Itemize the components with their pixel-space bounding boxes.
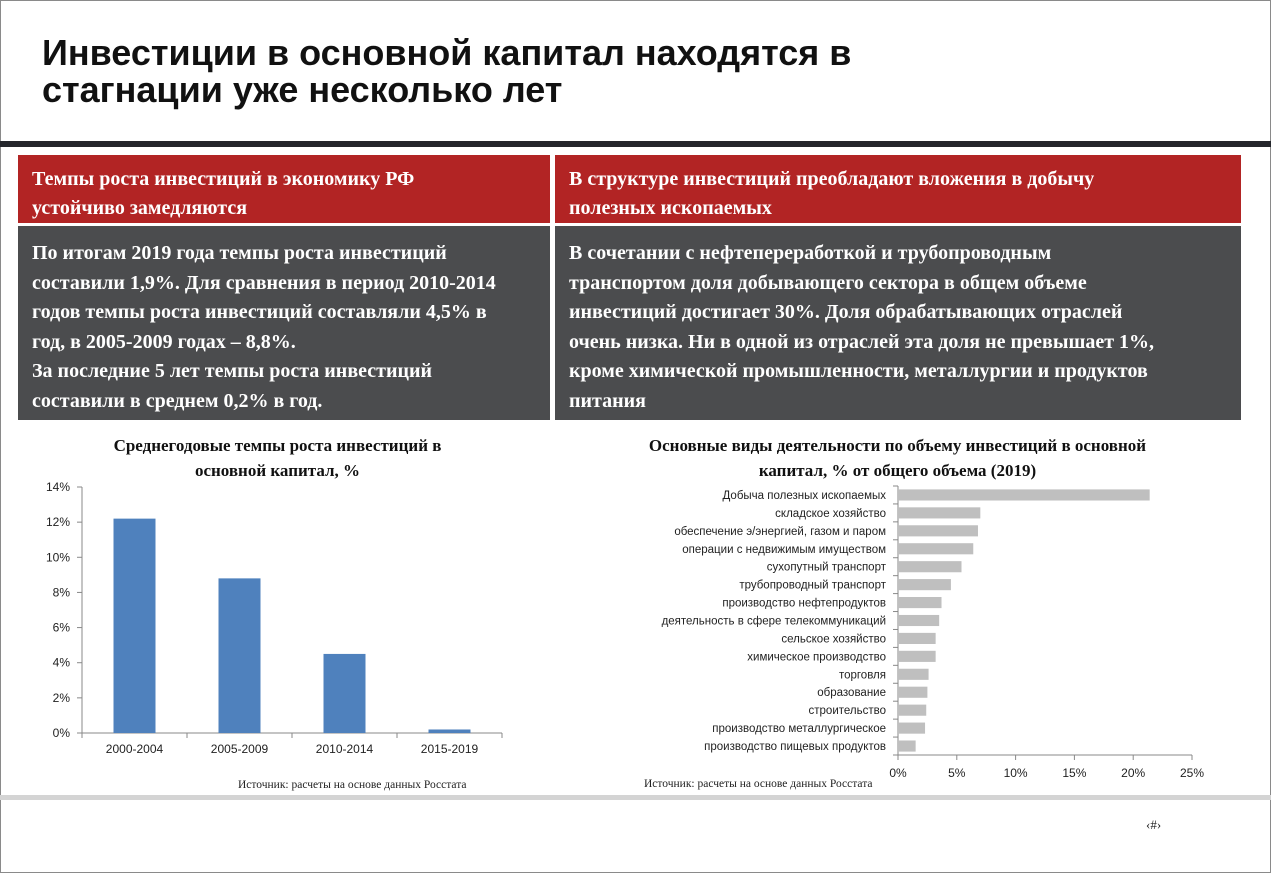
right-body-line: В сочетании с нефтепереработкой и трубопроводным (569, 242, 1052, 264)
category-label: производство нефтепродуктов (722, 597, 886, 610)
right-header-line-2: полезных ископаемых (569, 197, 772, 219)
y-tick-label: 8% (52, 585, 70, 600)
bar (898, 669, 929, 680)
right-body-line: транспортом доля добывающего сектора в общем объеме (569, 271, 1087, 294)
left-body-line: составили в среднем 0,2% в год. (32, 389, 323, 412)
bar (898, 489, 1150, 500)
category-label: образование (817, 687, 886, 700)
y-tick-label: 10% (45, 550, 70, 565)
left-body-line: За последние 5 лет темпы роста инвестиций (32, 360, 433, 382)
sectors-bar-chart (600, 480, 1240, 785)
x-tick-label: 0% (889, 766, 907, 780)
right-body-line: питания (569, 389, 646, 412)
left-panel-header (18, 155, 550, 223)
x-tick-label: 2000-2004 (105, 742, 164, 756)
category-label: трубопроводный транспорт (739, 579, 886, 592)
right-body-line: инвестиций достигает 30%. Доля обрабатывающих отраслей (569, 301, 1123, 323)
sectors-chart-title-line-2: капитал, % от общего объема (2019) (758, 461, 1037, 480)
y-tick-label: 4% (52, 655, 70, 670)
y-tick-label: 12% (45, 515, 70, 530)
left-header-line-2: устойчиво замедляются (32, 197, 248, 219)
growth-chart-title-line-1: Среднегодовые темпы роста инвестиций в (113, 436, 442, 455)
bar (898, 651, 936, 662)
x-tick-label: 20% (1121, 766, 1146, 780)
x-tick-label: 2005-2009 (210, 742, 269, 756)
bar (898, 507, 980, 518)
page-number: ‹#› (1146, 817, 1162, 832)
right-panel-header (555, 155, 1241, 223)
left-panel-body (18, 226, 550, 420)
right-body-line: кроме химической промышленности, металлургии и продуктов (569, 360, 1148, 382)
bar (898, 525, 978, 536)
bar (898, 561, 962, 572)
category-label: химическое производство (747, 651, 886, 664)
category-label: складское хозяйство (775, 507, 886, 520)
category-label: деятельность в сфере телекоммуникаций (661, 615, 886, 628)
category-label: операции с недвижимым имуществом (682, 543, 886, 556)
category-label: производство металлургическое (712, 723, 886, 736)
x-tick-label: 10% (1003, 766, 1028, 780)
y-tick-label: 14% (45, 480, 70, 494)
right-header-line-1: В структуре инвестиций преобладают вложения в добычу (569, 168, 1095, 190)
growth-chart-title-line-2: основной капитал, % (194, 461, 361, 480)
category-label: торговля (838, 669, 886, 682)
x-tick-label: 5% (948, 766, 966, 780)
bar (429, 729, 471, 733)
sectors-chart-source: Источник: расчеты на основе данных Росстата (644, 778, 873, 790)
y-tick-label: 0% (52, 726, 70, 740)
category-label: сухопутный транспорт (766, 561, 886, 574)
left-body-line: По итогам 2019 года темпы роста инвестиций (32, 242, 447, 264)
right-body-line: очень низка. Ни в одной из отраслей эта доля не превышает 1%, (569, 330, 1155, 353)
slide-title (42, 34, 1142, 108)
sectors-chart-title (585, 433, 1210, 483)
bar (898, 597, 942, 608)
bar (219, 578, 261, 733)
y-tick-label: 2% (52, 690, 70, 705)
bar (114, 519, 156, 733)
title-line-2: стагнации уже несколько лет (42, 69, 563, 110)
left-header-line-1: Темпы роста инвестиций в экономику РФ (32, 168, 415, 190)
bar (898, 615, 939, 626)
bar (898, 687, 927, 698)
bar (324, 654, 366, 733)
x-tick-label: 2010-2014 (315, 742, 374, 756)
category-label: сельское хозяйство (781, 633, 886, 646)
title-divider (0, 141, 1271, 147)
category-label: Добыча полезных ископаемых (722, 489, 886, 502)
sectors-chart-title-line-1: Основные виды деятельности по объему инвестиций в основной (648, 436, 1147, 455)
bar (898, 723, 925, 734)
bar (898, 579, 951, 590)
x-tick-label: 2015-2019 (420, 742, 479, 756)
x-tick-label: 15% (1062, 766, 1087, 780)
left-body-line: год, в 2005-2009 годах – 8,8%. (32, 330, 296, 353)
y-tick-label: 6% (52, 620, 70, 635)
category-label: обеспечение э/энергией, газом и паром (674, 525, 886, 538)
x-tick-label: 25% (1179, 766, 1205, 780)
bar (898, 633, 936, 644)
left-body-line: годов темпы роста инвестиций составляли 4,5% в (32, 301, 487, 323)
growth-chart-source: Источник: расчеты на основе данных Росстата (238, 779, 467, 791)
category-label: строительство (808, 705, 886, 718)
title-line-1: Инвестиции в основной капитал находятся в (42, 32, 852, 73)
bar (898, 740, 916, 751)
left-body-line: составили 1,9%. Для сравнения в период 2010-2014 (32, 271, 496, 294)
bar (898, 543, 973, 554)
bar (898, 705, 926, 716)
growth-bar-chart (0, 470, 540, 770)
category-label: производство пищевых продуктов (704, 741, 886, 754)
footer-divider (0, 795, 1271, 800)
right-panel-body (555, 226, 1241, 420)
